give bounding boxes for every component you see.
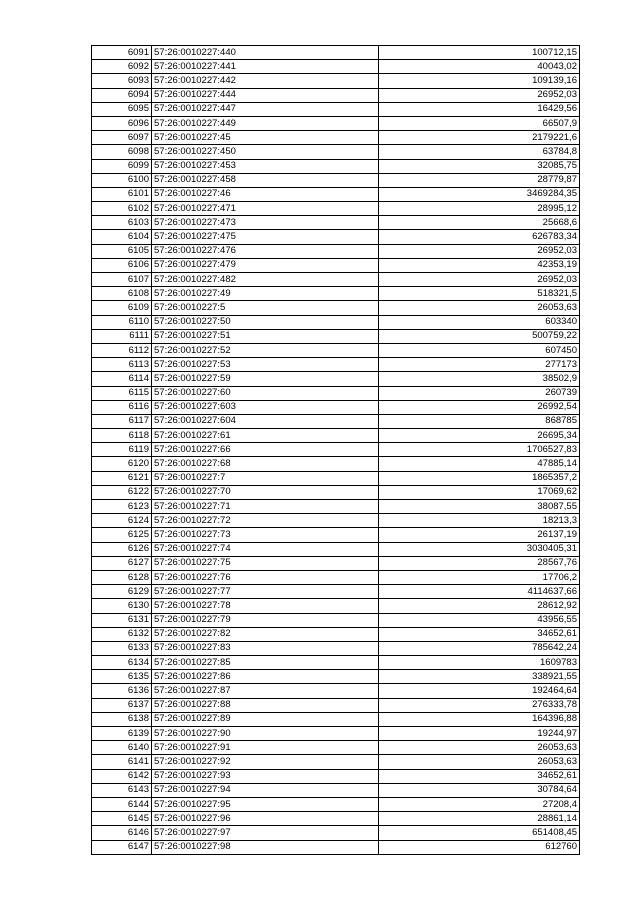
table-row bbox=[92, 599, 580, 613]
cadastral-value-cell: 26053,63 bbox=[379, 741, 580, 755]
cadastral-number-cell: 57:26:0010227:86 bbox=[152, 670, 379, 684]
table-row bbox=[92, 755, 580, 769]
cadastral-number-cell: 57:26:0010227:46 bbox=[152, 187, 379, 201]
cadastral-number-cell: 57:26:0010227:98 bbox=[152, 840, 379, 854]
cadastral-number-cell: 57:26:0010227:45 bbox=[152, 131, 379, 145]
cadastral-value-cell: 17706,2 bbox=[379, 570, 580, 584]
cadastral-number-cell: 57:26:0010227:87 bbox=[152, 684, 379, 698]
cadastral-value-cell: 42353,19 bbox=[379, 258, 580, 272]
cadastral-number-cell: 57:26:0010227:473 bbox=[152, 216, 379, 230]
row-number-cell: 6103 bbox=[92, 216, 152, 230]
cadastral-value-cell: 338921,55 bbox=[379, 670, 580, 684]
cadastral-value-cell: 607450 bbox=[379, 343, 580, 357]
cadastral-value-cell: 34652,61 bbox=[379, 769, 580, 783]
cadastral-value-cell: 28779,87 bbox=[379, 173, 580, 187]
cadastral-value-cell: 260739 bbox=[379, 386, 580, 400]
cadastral-number-cell: 57:26:0010227:85 bbox=[152, 656, 379, 670]
row-number-cell: 6133 bbox=[92, 641, 152, 655]
row-number-cell: 6099 bbox=[92, 159, 152, 173]
cadastral-number-cell: 57:26:0010227:444 bbox=[152, 88, 379, 102]
row-number-cell: 6119 bbox=[92, 443, 152, 457]
table-row bbox=[92, 315, 580, 329]
table-row bbox=[92, 287, 580, 301]
cadastral-value-cell: 500759,22 bbox=[379, 329, 580, 343]
row-number-cell: 6093 bbox=[92, 74, 152, 88]
cadastral-number-cell: 57:26:0010227:92 bbox=[152, 755, 379, 769]
cadastral-number-cell: 57:26:0010227:49 bbox=[152, 287, 379, 301]
table-row bbox=[92, 145, 580, 159]
table-row bbox=[92, 528, 580, 542]
table-row bbox=[92, 613, 580, 627]
table-row bbox=[92, 812, 580, 826]
table-row bbox=[92, 230, 580, 244]
table-row bbox=[92, 656, 580, 670]
cadastral-number-cell: 57:26:0010227:482 bbox=[152, 273, 379, 287]
table-row bbox=[92, 542, 580, 556]
cadastral-number-cell: 57:26:0010227:89 bbox=[152, 712, 379, 726]
table-row bbox=[92, 414, 580, 428]
cadastral-number-cell: 57:26:0010227:471 bbox=[152, 202, 379, 216]
cadastral-value-cell: 4114637,66 bbox=[379, 585, 580, 599]
cadastral-number-cell: 57:26:0010227:59 bbox=[152, 372, 379, 386]
cadastral-number-cell: 57:26:0010227:453 bbox=[152, 159, 379, 173]
table-row bbox=[92, 187, 580, 201]
cadastral-number-cell: 57:26:0010227:449 bbox=[152, 116, 379, 130]
table-row bbox=[92, 840, 580, 854]
cadastral-number-cell: 57:26:0010227:93 bbox=[152, 769, 379, 783]
cadastral-value-cell: 40043,02 bbox=[379, 60, 580, 74]
cadastral-number-cell: 57:26:0010227:70 bbox=[152, 485, 379, 499]
row-number-cell: 6134 bbox=[92, 656, 152, 670]
row-number-cell: 6094 bbox=[92, 88, 152, 102]
cadastral-number-cell: 57:26:0010227:76 bbox=[152, 570, 379, 584]
row-number-cell: 6142 bbox=[92, 769, 152, 783]
table-row bbox=[92, 202, 580, 216]
row-number-cell: 6112 bbox=[92, 343, 152, 357]
cadastral-value-cell: 26952,03 bbox=[379, 273, 580, 287]
table-row bbox=[92, 684, 580, 698]
cadastral-value-table bbox=[91, 45, 580, 855]
cadastral-value-cell: 17069,62 bbox=[379, 485, 580, 499]
table-row bbox=[92, 670, 580, 684]
table-row bbox=[92, 712, 580, 726]
row-number-cell: 6092 bbox=[92, 60, 152, 74]
cadastral-value-cell: 28612,92 bbox=[379, 599, 580, 613]
table-row bbox=[92, 698, 580, 712]
cadastral-number-cell: 57:26:0010227:83 bbox=[152, 641, 379, 655]
cadastral-value-cell: 25668,6 bbox=[379, 216, 580, 230]
table-row bbox=[92, 173, 580, 187]
row-number-cell: 6109 bbox=[92, 301, 152, 315]
table-row bbox=[92, 741, 580, 755]
row-number-cell: 6137 bbox=[92, 698, 152, 712]
cadastral-value-cell: 192464,64 bbox=[379, 684, 580, 698]
cadastral-value-cell: 47885,14 bbox=[379, 457, 580, 471]
row-number-cell: 6144 bbox=[92, 797, 152, 811]
row-number-cell: 6121 bbox=[92, 471, 152, 485]
cadastral-value-cell: 27208,4 bbox=[379, 797, 580, 811]
row-number-cell: 6128 bbox=[92, 570, 152, 584]
cadastral-number-cell: 57:26:0010227:78 bbox=[152, 599, 379, 613]
table-row bbox=[92, 570, 580, 584]
row-number-cell: 6125 bbox=[92, 528, 152, 542]
row-number-cell: 6091 bbox=[92, 46, 152, 60]
table-row bbox=[92, 585, 580, 599]
cadastral-number-cell: 57:26:0010227:74 bbox=[152, 542, 379, 556]
cadastral-number-cell: 57:26:0010227:66 bbox=[152, 443, 379, 457]
table-row bbox=[92, 443, 580, 457]
cadastral-value-cell: 868785 bbox=[379, 414, 580, 428]
cadastral-number-cell: 57:26:0010227:73 bbox=[152, 528, 379, 542]
row-number-cell: 6123 bbox=[92, 500, 152, 514]
cadastral-number-cell: 57:26:0010227:75 bbox=[152, 556, 379, 570]
table-row bbox=[92, 244, 580, 258]
row-number-cell: 6129 bbox=[92, 585, 152, 599]
row-number-cell: 6104 bbox=[92, 230, 152, 244]
cadastral-number-cell: 57:26:0010227:479 bbox=[152, 258, 379, 272]
table-row bbox=[92, 372, 580, 386]
row-number-cell: 6131 bbox=[92, 613, 152, 627]
row-number-cell: 6141 bbox=[92, 755, 152, 769]
cadastral-value-cell: 28861,14 bbox=[379, 812, 580, 826]
cadastral-number-cell: 57:26:0010227:61 bbox=[152, 429, 379, 443]
row-number-cell: 6127 bbox=[92, 556, 152, 570]
cadastral-number-cell: 57:26:0010227:91 bbox=[152, 741, 379, 755]
table-row bbox=[92, 102, 580, 116]
table-row bbox=[92, 358, 580, 372]
row-number-cell: 6138 bbox=[92, 712, 152, 726]
table-row bbox=[92, 216, 580, 230]
row-number-cell: 6130 bbox=[92, 599, 152, 613]
table-row bbox=[92, 329, 580, 343]
cadastral-value-cell: 26952,03 bbox=[379, 88, 580, 102]
row-number-cell: 6143 bbox=[92, 783, 152, 797]
cadastral-number-cell: 57:26:0010227:50 bbox=[152, 315, 379, 329]
cadastral-value-cell: 164396,88 bbox=[379, 712, 580, 726]
cadastral-value-cell: 626783,34 bbox=[379, 230, 580, 244]
row-number-cell: 6120 bbox=[92, 457, 152, 471]
table-row bbox=[92, 471, 580, 485]
table-row bbox=[92, 400, 580, 414]
table-row bbox=[92, 727, 580, 741]
cadastral-number-cell: 57:26:0010227:68 bbox=[152, 457, 379, 471]
row-number-cell: 6146 bbox=[92, 826, 152, 840]
cadastral-value-cell: 518321,5 bbox=[379, 287, 580, 301]
table-row bbox=[92, 131, 580, 145]
cadastral-value-cell: 38502,9 bbox=[379, 372, 580, 386]
cadastral-value-cell: 651408,45 bbox=[379, 826, 580, 840]
cadastral-value-cell: 16429,56 bbox=[379, 102, 580, 116]
table-row bbox=[92, 457, 580, 471]
cadastral-value-cell: 3469284,35 bbox=[379, 187, 580, 201]
table-body bbox=[92, 46, 580, 855]
cadastral-number-cell: 57:26:0010227:88 bbox=[152, 698, 379, 712]
cadastral-number-cell: 57:26:0010227:79 bbox=[152, 613, 379, 627]
cadastral-value-cell: 32085,75 bbox=[379, 159, 580, 173]
cadastral-number-cell: 57:26:0010227:475 bbox=[152, 230, 379, 244]
cadastral-number-cell: 57:26:0010227:5 bbox=[152, 301, 379, 315]
row-number-cell: 6107 bbox=[92, 273, 152, 287]
row-number-cell: 6132 bbox=[92, 627, 152, 641]
cadastral-number-cell: 57:26:0010227:96 bbox=[152, 812, 379, 826]
cadastral-value-cell: 109139,16 bbox=[379, 74, 580, 88]
table-row bbox=[92, 159, 580, 173]
table-row bbox=[92, 500, 580, 514]
cadastral-value-cell: 277173 bbox=[379, 358, 580, 372]
row-number-cell: 6117 bbox=[92, 414, 152, 428]
cadastral-number-cell: 57:26:0010227:603 bbox=[152, 400, 379, 414]
row-number-cell: 6118 bbox=[92, 429, 152, 443]
cadastral-value-cell: 38087,55 bbox=[379, 500, 580, 514]
cadastral-number-cell: 57:26:0010227:97 bbox=[152, 826, 379, 840]
row-number-cell: 6106 bbox=[92, 258, 152, 272]
cadastral-value-cell: 30784,64 bbox=[379, 783, 580, 797]
cadastral-value-cell: 26952,03 bbox=[379, 244, 580, 258]
table-row bbox=[92, 74, 580, 88]
row-number-cell: 6124 bbox=[92, 514, 152, 528]
cadastral-value-cell: 66507,9 bbox=[379, 116, 580, 130]
table-row bbox=[92, 769, 580, 783]
cadastral-value-cell: 28995,12 bbox=[379, 202, 580, 216]
cadastral-number-cell: 57:26:0010227:51 bbox=[152, 329, 379, 343]
cadastral-value-cell: 26137,19 bbox=[379, 528, 580, 542]
row-number-cell: 6126 bbox=[92, 542, 152, 556]
row-number-cell: 6145 bbox=[92, 812, 152, 826]
table-row bbox=[92, 429, 580, 443]
row-number-cell: 6096 bbox=[92, 116, 152, 130]
table-row bbox=[92, 627, 580, 641]
cadastral-number-cell: 57:26:0010227:441 bbox=[152, 60, 379, 74]
table-row bbox=[92, 343, 580, 357]
row-number-cell: 6108 bbox=[92, 287, 152, 301]
cadastral-value-cell: 34652,61 bbox=[379, 627, 580, 641]
cadastral-number-cell: 57:26:0010227:442 bbox=[152, 74, 379, 88]
cadastral-number-cell: 57:26:0010227:72 bbox=[152, 514, 379, 528]
row-number-cell: 6105 bbox=[92, 244, 152, 258]
table-row bbox=[92, 514, 580, 528]
cadastral-number-cell: 57:26:0010227:90 bbox=[152, 727, 379, 741]
table-row bbox=[92, 485, 580, 499]
row-number-cell: 6135 bbox=[92, 670, 152, 684]
cadastral-value-cell: 26992,54 bbox=[379, 400, 580, 414]
cadastral-value-cell: 63784,8 bbox=[379, 145, 580, 159]
cadastral-number-cell: 57:26:0010227:94 bbox=[152, 783, 379, 797]
cadastral-value-cell: 28567,76 bbox=[379, 556, 580, 570]
row-number-cell: 6114 bbox=[92, 372, 152, 386]
table-row bbox=[92, 556, 580, 570]
row-number-cell: 6095 bbox=[92, 102, 152, 116]
cadastral-number-cell: 57:26:0010227:447 bbox=[152, 102, 379, 116]
row-number-cell: 6115 bbox=[92, 386, 152, 400]
table-row bbox=[92, 273, 580, 287]
table-row bbox=[92, 60, 580, 74]
row-number-cell: 6136 bbox=[92, 684, 152, 698]
cadastral-number-cell: 57:26:0010227:440 bbox=[152, 46, 379, 60]
row-number-cell: 6102 bbox=[92, 202, 152, 216]
row-number-cell: 6097 bbox=[92, 131, 152, 145]
cadastral-number-cell: 57:26:0010227:52 bbox=[152, 343, 379, 357]
cadastral-number-cell: 57:26:0010227:7 bbox=[152, 471, 379, 485]
table-row bbox=[92, 301, 580, 315]
cadastral-number-cell: 57:26:0010227:71 bbox=[152, 500, 379, 514]
cadastral-number-cell: 57:26:0010227:95 bbox=[152, 797, 379, 811]
cadastral-value-cell: 26053,63 bbox=[379, 301, 580, 315]
row-number-cell: 6147 bbox=[92, 840, 152, 854]
cadastral-value-cell: 19244,97 bbox=[379, 727, 580, 741]
row-number-cell: 6098 bbox=[92, 145, 152, 159]
row-number-cell: 6100 bbox=[92, 173, 152, 187]
cadastral-number-cell: 57:26:0010227:77 bbox=[152, 585, 379, 599]
cadastral-value-cell: 1865357,2 bbox=[379, 471, 580, 485]
cadastral-value-cell: 26695,34 bbox=[379, 429, 580, 443]
cadastral-value-cell: 276333,78 bbox=[379, 698, 580, 712]
table-row bbox=[92, 88, 580, 102]
row-number-cell: 6139 bbox=[92, 727, 152, 741]
cadastral-value-cell: 26053,63 bbox=[379, 755, 580, 769]
cadastral-value-cell: 785642,24 bbox=[379, 641, 580, 655]
cadastral-number-cell: 57:26:0010227:53 bbox=[152, 358, 379, 372]
cadastral-number-cell: 57:26:0010227:476 bbox=[152, 244, 379, 258]
cadastral-value-cell: 603340 bbox=[379, 315, 580, 329]
table-row bbox=[92, 386, 580, 400]
cadastral-value-cell: 2179221,6 bbox=[379, 131, 580, 145]
cadastral-number-cell: 57:26:0010227:450 bbox=[152, 145, 379, 159]
table-row bbox=[92, 797, 580, 811]
cadastral-number-cell: 57:26:0010227:458 bbox=[152, 173, 379, 187]
cadastral-value-cell: 100712,15 bbox=[379, 46, 580, 60]
row-number-cell: 6111 bbox=[92, 329, 152, 343]
table-row bbox=[92, 826, 580, 840]
table-row bbox=[92, 783, 580, 797]
cadastral-value-cell: 43956,55 bbox=[379, 613, 580, 627]
cadastral-number-cell: 57:26:0010227:60 bbox=[152, 386, 379, 400]
row-number-cell: 6122 bbox=[92, 485, 152, 499]
table-row bbox=[92, 258, 580, 272]
row-number-cell: 6140 bbox=[92, 741, 152, 755]
table-row bbox=[92, 641, 580, 655]
cadastral-value-cell: 1609783 bbox=[379, 656, 580, 670]
row-number-cell: 6113 bbox=[92, 358, 152, 372]
row-number-cell: 6101 bbox=[92, 187, 152, 201]
cadastral-number-cell: 57:26:0010227:604 bbox=[152, 414, 379, 428]
cadastral-value-cell: 18213,3 bbox=[379, 514, 580, 528]
table-row bbox=[92, 116, 580, 130]
table-row bbox=[92, 46, 580, 60]
cadastral-number-cell: 57:26:0010227:82 bbox=[152, 627, 379, 641]
row-number-cell: 6110 bbox=[92, 315, 152, 329]
row-number-cell: 6116 bbox=[92, 400, 152, 414]
cadastral-value-cell: 612760 bbox=[379, 840, 580, 854]
cadastral-value-cell: 3030405,31 bbox=[379, 542, 580, 556]
cadastral-value-cell: 1706527,83 bbox=[379, 443, 580, 457]
